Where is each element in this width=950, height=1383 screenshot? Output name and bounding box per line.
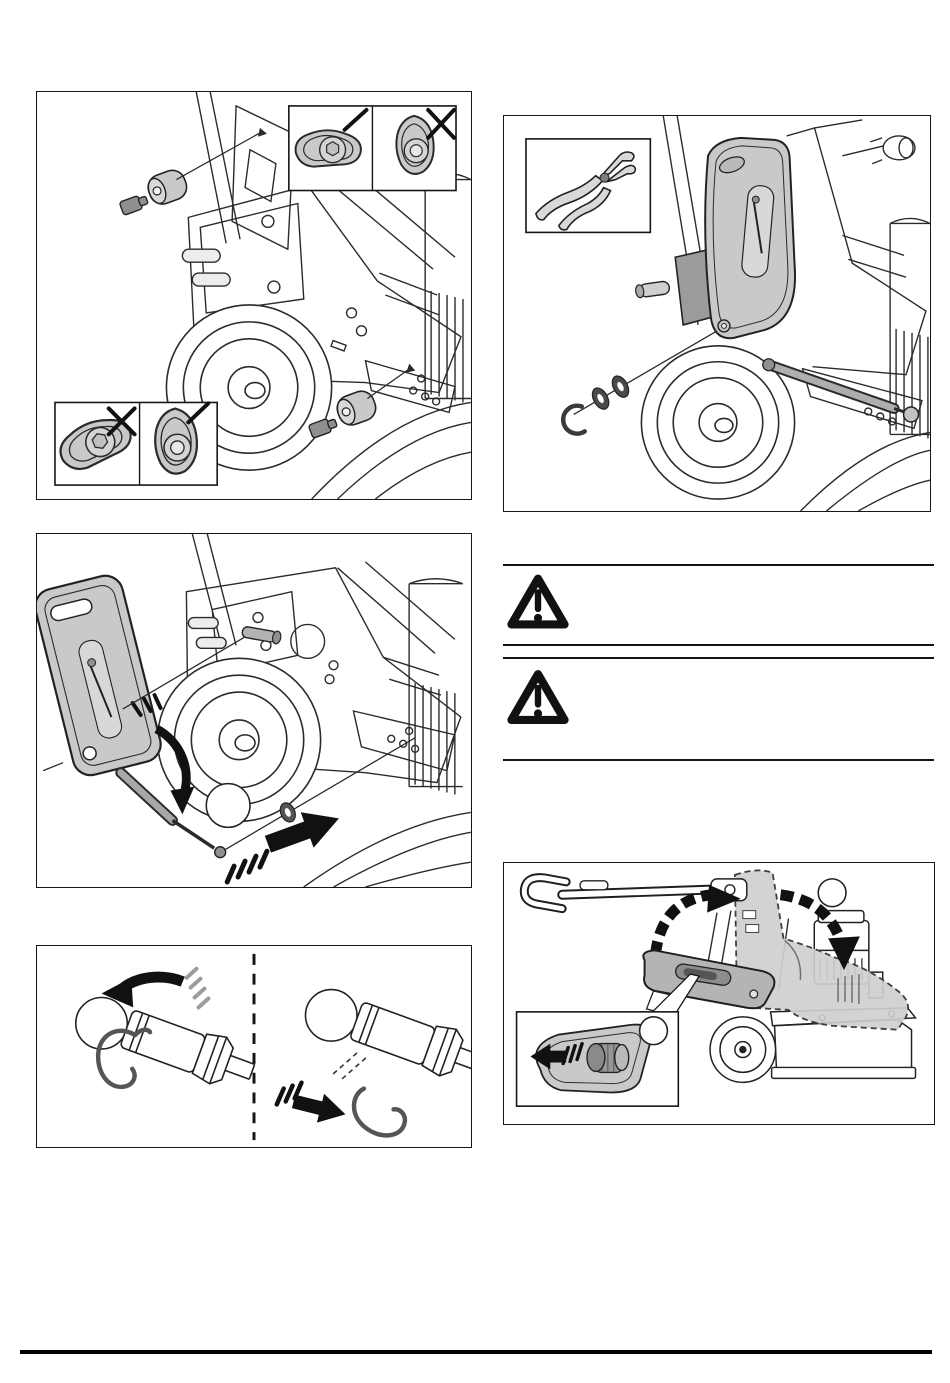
damper-mounting-illustration (37, 92, 471, 499)
wheel (710, 1017, 775, 1082)
handle-folding-illustration (504, 863, 934, 1124)
insert-arrow-icon (277, 1083, 349, 1129)
warning-top-rule-2 (503, 657, 934, 659)
pin-step-insert (277, 990, 471, 1136)
footer-rule (20, 1350, 932, 1354)
pin-body (118, 1004, 260, 1096)
inset-damper-orientation-bottom (54, 402, 217, 485)
pivot-stub-line (43, 763, 63, 771)
figure-circlip-washers (503, 115, 931, 512)
callout-circle (818, 879, 846, 907)
frame-bolt (241, 625, 281, 644)
figure-damper-mounting (36, 91, 472, 500)
warning-triangle-icon (506, 571, 570, 634)
rubber-damper (334, 388, 380, 429)
bolt (119, 193, 149, 215)
pin-step-rotate (76, 969, 260, 1096)
warning-bottom-rule (503, 759, 934, 761)
pin-body (348, 996, 471, 1085)
release-knob-inset (517, 1012, 679, 1106)
callout-circle (206, 784, 250, 828)
figure-handle-folding (503, 862, 935, 1125)
figure-cover-gas-strut (36, 533, 472, 888)
warning-divider-rule (503, 644, 934, 646)
inset-damper-orientation-top (289, 106, 456, 191)
leader-arrowhead (406, 364, 415, 373)
release-knob (587, 1044, 629, 1073)
washer (589, 385, 612, 412)
alignment-dashes (332, 1053, 366, 1080)
r-clip (354, 1089, 405, 1136)
ball-end (305, 990, 356, 1041)
warning-top-rule (503, 564, 934, 566)
circlip-washers-illustration (504, 116, 930, 511)
figure-locking-pin (36, 945, 472, 1148)
leader-arrowhead (258, 128, 267, 137)
callout-circle (640, 1017, 668, 1045)
circlip-pliers-inset (526, 139, 650, 233)
warning-triangle-icon (506, 667, 570, 729)
washer (609, 373, 632, 400)
cover-gas-strut-illustration (37, 534, 471, 887)
locking-pin-illustration (37, 946, 471, 1147)
cover (37, 572, 164, 779)
cover (705, 138, 795, 338)
rotate-arrow-icon (102, 969, 209, 1008)
rubber-damper (144, 167, 190, 208)
